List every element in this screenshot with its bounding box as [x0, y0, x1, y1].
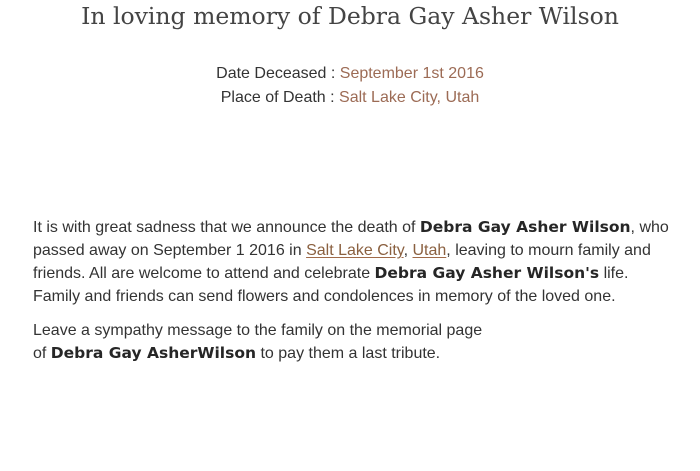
- announcement-passed-text: passed away on September 1 2016 in: [33, 242, 307, 259]
- announcement-line-3: [33, 262, 683, 285]
- page-title: In loving memory of Debra Gay Asher Wilson: [81, 2, 619, 30]
- announcement-intro-text: It is with great sadness that we announce the death of: [33, 219, 420, 236]
- announcement-mourn-text: , leaving to mourn family and: [446, 242, 651, 259]
- place-of-death-value: Salt Lake City, Utah: [339, 89, 480, 106]
- city-state-separator: ,: [403, 242, 413, 259]
- announcement-line-2: [33, 239, 683, 262]
- sympathy-line-2: [33, 342, 683, 365]
- deceased-name: Debra Gay Asher Wilson: [419, 218, 631, 236]
- announcement-celebrate-text: friends. All are welcome to attend and celebrate: [33, 265, 375, 282]
- place-of-death-row: [0, 89, 700, 107]
- deceased-name-possessive: Debra Gay Asher Wilson's: [374, 264, 600, 282]
- announcement-paragraph: [33, 216, 683, 308]
- date-deceased-label: Date Deceased :: [216, 65, 340, 82]
- sympathy-tribute-text: to pay them a last tribute.: [256, 345, 441, 362]
- sympathy-of-text: of: [33, 345, 51, 362]
- announcement-life-text: life.: [599, 265, 629, 282]
- date-deceased-value: September 1st 2016: [339, 65, 484, 82]
- city-link[interactable]: Salt Lake City: [306, 242, 404, 259]
- deceased-name-tribute: Debra Gay AsherWilson: [50, 344, 257, 362]
- sympathy-line-1: Leave a sympathy message to the family on the memorial page: [33, 322, 483, 339]
- state-link[interactable]: Utah: [412, 242, 447, 259]
- announcement-who-text: , who: [630, 219, 669, 236]
- announcement-line-1: [33, 216, 683, 239]
- place-of-death-label: Place of Death :: [220, 89, 340, 106]
- sympathy-paragraph: [33, 319, 683, 365]
- date-deceased-row: [0, 65, 700, 83]
- announcement-line-4: Family and friends can send flowers and condolences in memory of the loved one.: [33, 288, 616, 305]
